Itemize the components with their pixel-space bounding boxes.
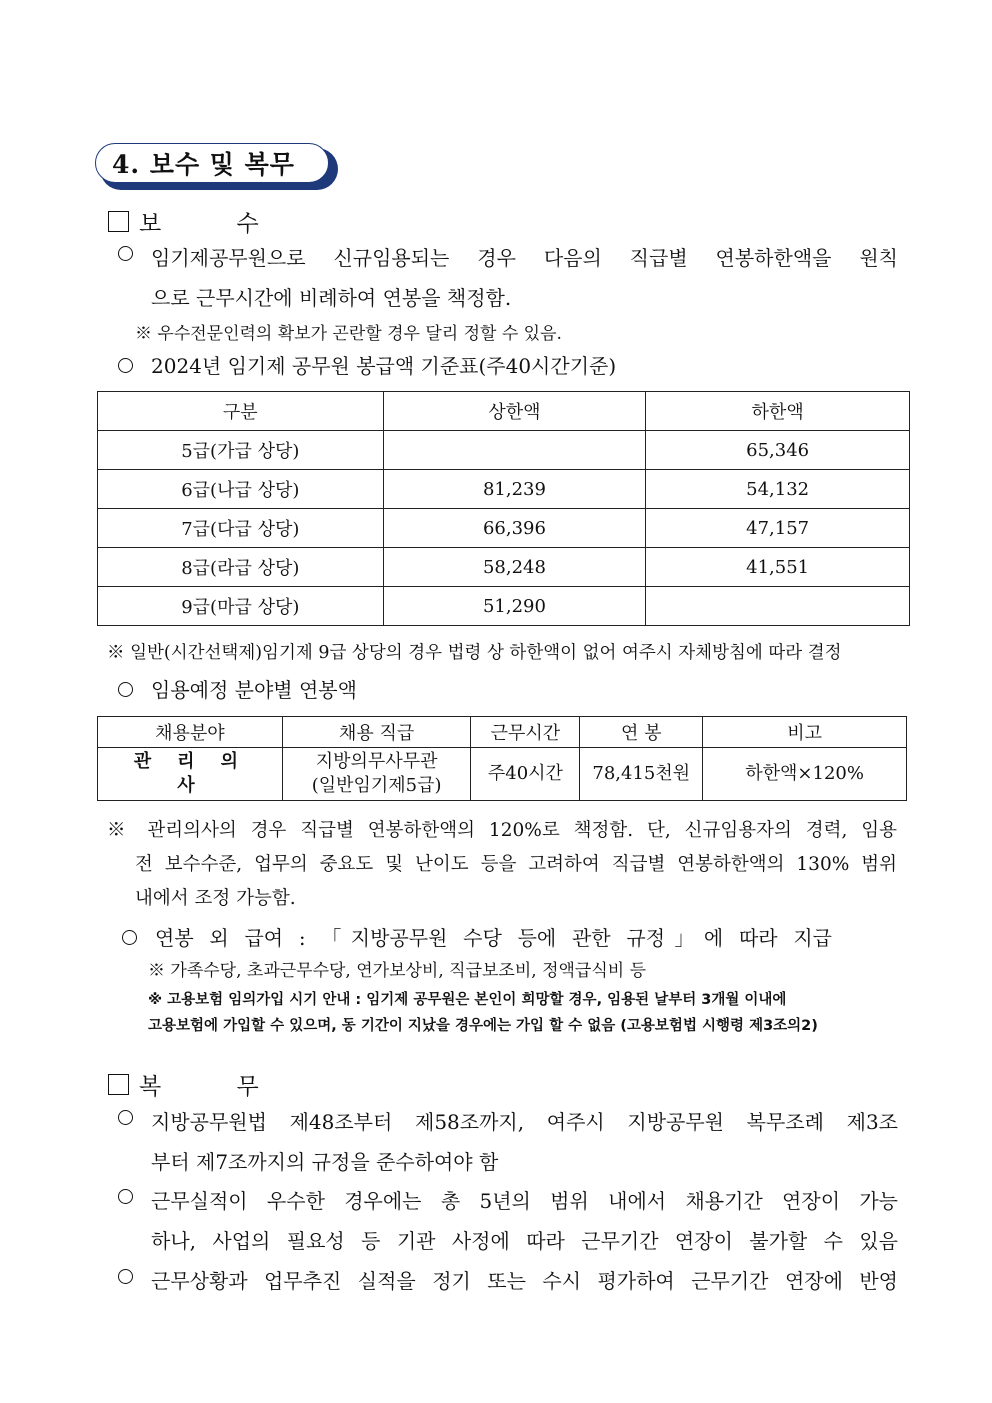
upper-limit-cell: 81,239: [383, 470, 646, 509]
table-header-cell: 채용분야: [98, 717, 283, 748]
duty-bullet-1-line-2: 부터 제7조까지의 규정을 준수하여야 함: [151, 1150, 499, 1174]
table-header-cell: 연 봉: [580, 717, 703, 748]
duty-bullet-2: [118, 1181, 898, 1261]
pay-heading: [108, 205, 293, 238]
table-header-cell: 상한액: [383, 392, 646, 431]
pay-note-3-line-1: ※ 관리의사의 경우 직급별 연봉하한액의 120%로 책정함. 단, 신규임용자의 경력, 임용: [107, 820, 897, 841]
table-header-cell: 근무시간: [471, 717, 580, 748]
table-header-cell: 채용 직급: [282, 717, 471, 748]
duty-heading: [108, 1068, 293, 1101]
pay-bullet-2: [118, 350, 616, 379]
pay-bullet-2-text: 2024년 임기제 공무원 봉급액 기준표(주40시간기준): [151, 354, 617, 378]
pay-bullet-4: [122, 922, 832, 951]
lower-limit-cell: 54,132: [646, 470, 910, 509]
circle-bullet-icon: [118, 1110, 133, 1125]
duty-bullet-1-line-1: 지방공무원법 제48조부터 제58조까지, 여주시 지방공무원 복무조례 제3조: [151, 1110, 898, 1134]
grade-cell: 9급(마급 상당): [98, 587, 384, 626]
circle-bullet-icon: [118, 1189, 133, 1204]
salary-table: [97, 391, 910, 626]
pay-note-3-line-3: 내에서 조정 가능함.: [135, 888, 296, 909]
duty-bullet-3: [118, 1261, 898, 1301]
circle-bullet-icon: [118, 358, 133, 373]
lower-limit-cell: 47,157: [646, 509, 910, 548]
pay-bullet-1: [118, 238, 898, 318]
table-header-cell: 하한액: [646, 392, 910, 431]
pay-note-2: ※ 일반(시간선택제)임기제 9급 상당의 경우 법령 상 하한액이 없어 여주시 자체방침에 따라 결정: [107, 643, 842, 663]
upper-limit-cell: 58,248: [383, 548, 646, 587]
section-title-badge: [95, 143, 340, 191]
pay-note-3: [107, 814, 897, 916]
duty-bullet-2-line-1: 근무실적이 우수한 경우에는 총 5년의 범위 내에서 채용기간 연장이 가능: [151, 1189, 898, 1213]
pay-bullet-3-text: 임용예정 분야별 연봉액: [151, 678, 357, 702]
pay-bullet-1-line-2: 으로 근무시간에 비례하여 연봉을 책정함.: [151, 286, 512, 310]
remark-cell: 하한액×120%: [703, 748, 907, 801]
pay-note-5-line-2: 고용보험에 가입할 수 있으며, 동 기간이 지났을 경우에는 가입 할 수 없음 (고용보험법 시행령 제3조의2): [148, 1018, 818, 1034]
position-salary-table: [97, 716, 907, 801]
pay-bullet-1-line-1: 임기제공무원으로 신규임용되는 경우 다음의 직급별 연봉하한액을 원칙: [151, 246, 898, 270]
square-bullet-icon: [108, 1074, 129, 1095]
lower-limit-cell: 41,551: [646, 548, 910, 587]
pay-bullet-3: [118, 674, 357, 703]
lower-limit-cell: [646, 587, 910, 626]
pay-note-3-line-2: 전 보수수준, 업무의 중요도 및 난이도 등을 고려하여 직급별 연봉하한액의 130% 범위: [135, 854, 897, 875]
grade-cell: 8급(라급 상당): [98, 548, 384, 587]
grade-cell: [282, 748, 471, 801]
duty-bullet-2-line-2: 하나, 사업의 필요성 등 기관 사정에 따라 근무기간 연장이 불가할 수 있음: [151, 1229, 898, 1253]
grade-cell: 6급(나급 상당): [98, 470, 384, 509]
position-table-header: [98, 717, 907, 748]
table-row: [98, 548, 910, 587]
table-row: [98, 470, 910, 509]
table-header-cell: 비고: [703, 717, 907, 748]
upper-limit-cell: 51,290: [383, 587, 646, 626]
pay-bullet-4-text: 연봉 외 급여 : 「지방공무원 수당 등에 관한 규정」에 따라 지급: [155, 926, 832, 950]
upper-limit-cell: 66,396: [383, 509, 646, 548]
hours-cell: 주40시간: [471, 748, 580, 801]
pay-note-5-line-1: ※ 고용보험 임의가입 시기 안내 : 임기제 공무원은 본인이 희망할 경우, 임용된 날부터 3개월 이내에: [148, 992, 787, 1008]
table-row: [98, 748, 907, 801]
pay-note-4: ※ 가족수당, 초과근무수당, 연가보상비, 직급보조비, 정액급식비 등: [148, 961, 647, 981]
lower-limit-cell: 65,346: [646, 431, 910, 470]
duty-bullet-1: [118, 1102, 898, 1182]
grade-line-2: (일반임기제5급): [311, 775, 442, 796]
table-row: [98, 509, 910, 548]
circle-bullet-icon: [122, 930, 137, 945]
salary-cell: 78,415천원: [580, 748, 703, 801]
circle-bullet-icon: [118, 682, 133, 697]
circle-bullet-icon: [118, 246, 133, 261]
table-row: [98, 431, 910, 470]
table-header-cell: 구분: [98, 392, 384, 431]
duty-heading-text: 복 무: [139, 1074, 293, 1100]
grade-cell: 7급(다급 상당): [98, 509, 384, 548]
upper-limit-cell: [383, 431, 646, 470]
circle-bullet-icon: [118, 1269, 133, 1284]
section-title: 4. 보수 및 복무: [95, 143, 329, 183]
table-row: [98, 587, 910, 626]
pay-note-1: ※ 우수전문인력의 확보가 곤란할 경우 달리 정할 수 있음.: [135, 324, 562, 344]
salary-table-header: [98, 392, 910, 431]
duty-bullet-3-line-1: 근무상황과 업무추진 실적을 정기 또는 수시 평가하여 근무기간 연장에 반영: [151, 1269, 898, 1293]
square-bullet-icon: [108, 211, 129, 232]
grade-line-1: 지방의무사무관: [315, 751, 438, 772]
grade-cell: 5급(가급 상당): [98, 431, 384, 470]
pay-heading-text: 보 수: [139, 211, 293, 237]
field-cell: 관리의사: [98, 748, 283, 801]
